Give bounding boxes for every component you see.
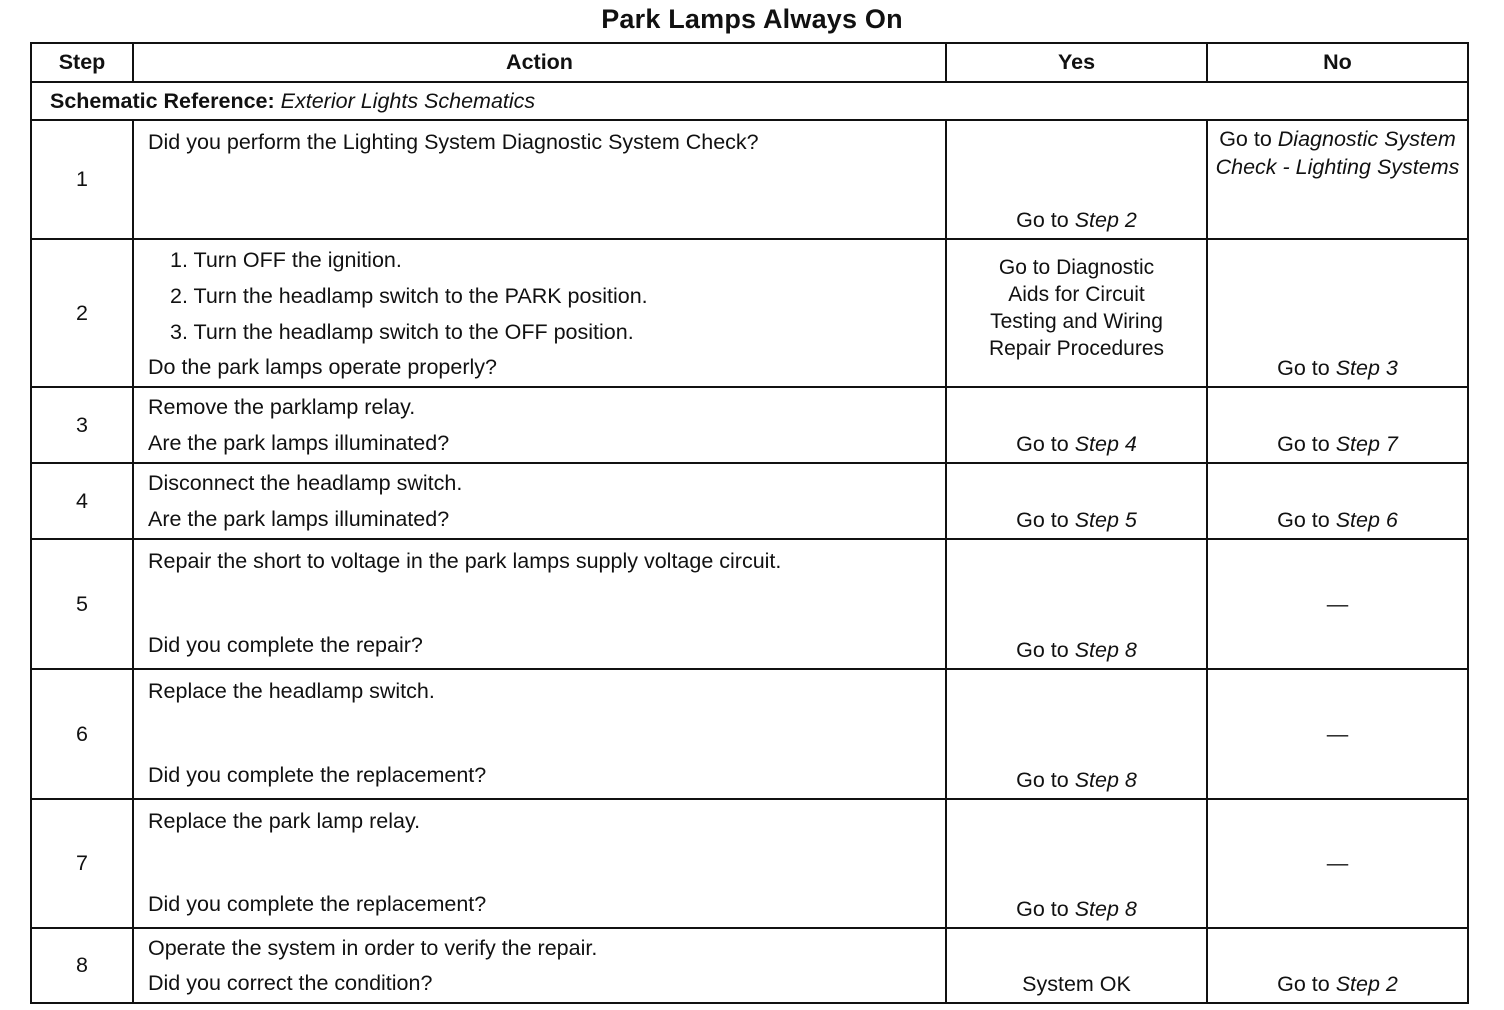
no-cell	[1207, 120, 1468, 239]
yes-cell	[946, 539, 1207, 669]
step-number: 6	[31, 669, 133, 799]
schematic-reference-label: Schematic Reference:	[50, 88, 275, 113]
action-cell	[133, 120, 946, 239]
yes-prefix: Go to	[1016, 208, 1069, 232]
header-no: No	[1207, 43, 1468, 82]
no-dash: —	[1326, 721, 1349, 746]
yes-cell	[946, 669, 1207, 799]
no-step-link[interactable]: Step 6	[1335, 508, 1398, 532]
no-cell	[1207, 387, 1468, 463]
action-text: Replace the park lamp relay.	[148, 809, 421, 833]
yes-cell	[946, 387, 1207, 463]
action-cell	[133, 539, 946, 669]
action-cell	[133, 669, 946, 799]
yes-cell	[946, 463, 1207, 539]
no-step-link[interactable]: Step 2	[1335, 972, 1398, 996]
step-number: 1	[31, 120, 133, 239]
action-text: Did you perform the Lighting System Diagnostic System Check?	[148, 130, 759, 154]
action-text: Remove the parklamp relay.	[148, 395, 416, 419]
action-substep: 1. Turn OFF the ignition.	[170, 248, 402, 272]
no-step-link[interactable]: Step 3	[1335, 356, 1398, 380]
schematic-reference-link[interactable]: Exterior Lights Schematics	[280, 88, 536, 113]
step-number: 3	[31, 387, 133, 463]
no-dash: —	[1326, 591, 1349, 616]
action-cell	[133, 239, 946, 387]
table-row	[31, 799, 1468, 928]
yes-step-link[interactable]: Step 2	[1074, 208, 1137, 232]
action-question: Did you correct the condition?	[148, 971, 433, 995]
schematic-reference-row	[31, 82, 1468, 120]
no-prefix: Go to	[1277, 508, 1330, 532]
no-dash: —	[1326, 851, 1349, 875]
action-text: Operate the system in order to verify the repair.	[148, 936, 598, 960]
action-question: Do the park lamps operate properly?	[148, 355, 497, 379]
action-question: Are the park lamps illuminated?	[148, 431, 450, 455]
header-row	[31, 43, 1468, 82]
action-question: Did you complete the replacement?	[148, 892, 487, 916]
action-text: Repair the short to voltage in the park lamps supply voltage circuit.	[148, 549, 782, 573]
no-prefix: Go to	[1277, 356, 1330, 380]
yes-step-link[interactable]: Step 8	[1074, 638, 1137, 662]
table-row	[31, 463, 1468, 539]
no-cell	[1207, 928, 1468, 1003]
yes-cell	[946, 120, 1207, 239]
table-row	[31, 928, 1468, 1003]
table-row	[31, 387, 1468, 463]
no-cell	[1207, 539, 1468, 669]
header-action: Action	[133, 43, 946, 82]
table-row	[31, 539, 1468, 669]
action-question: Did you complete the repair?	[148, 633, 423, 657]
table-row	[31, 669, 1468, 799]
step-number: 5	[31, 539, 133, 669]
action-cell	[133, 463, 946, 539]
yes-prefix: Go to	[1016, 897, 1069, 921]
step-number: 7	[31, 799, 133, 928]
action-question: Did you complete the replacement?	[148, 763, 487, 787]
action-substep: 3. Turn the headlamp switch to the OFF position.	[170, 320, 634, 344]
action-cell	[133, 928, 946, 1003]
no-step-link[interactable]: Diagnostic System Check - Lighting Systems	[1215, 127, 1460, 179]
no-prefix: Go to	[1277, 432, 1330, 456]
yes-prefix: Go to	[1016, 638, 1069, 662]
table-row	[31, 120, 1468, 239]
no-cell	[1207, 239, 1468, 387]
header-step: Step	[31, 43, 133, 82]
no-cell	[1207, 799, 1468, 928]
no-cell	[1207, 669, 1468, 799]
yes-prefix: Go to	[1016, 768, 1069, 792]
yes-prefix: Go to	[1016, 508, 1069, 532]
yes-cell	[946, 239, 1207, 387]
no-cell	[1207, 463, 1468, 539]
header-yes: Yes	[946, 43, 1207, 82]
action-substep: 2. Turn the headlamp switch to the PARK position.	[170, 284, 648, 308]
step-number: 4	[31, 463, 133, 539]
action-text: Disconnect the headlamp switch.	[148, 471, 463, 495]
schematic-reference	[31, 82, 1468, 120]
yes-text: System OK	[1022, 972, 1131, 996]
step-number: 8	[31, 928, 133, 1003]
action-question: Are the park lamps illuminated?	[148, 507, 450, 531]
diagnostic-table	[30, 42, 1469, 1004]
yes-text[interactable]: Go to Diagnostic Aids for Circuit Testing and Wiring Repair Procedures	[988, 256, 1165, 360]
action-text: Replace the headlamp switch.	[148, 679, 435, 703]
page-title: Park Lamps Always On	[601, 4, 903, 34]
action-cell	[133, 799, 946, 928]
yes-step-link[interactable]: Step 5	[1074, 508, 1137, 532]
yes-prefix: Go to	[1016, 432, 1069, 456]
yes-step-link[interactable]: Step 8	[1074, 897, 1137, 921]
step-number: 2	[31, 239, 133, 387]
no-step-link[interactable]: Step 7	[1335, 432, 1398, 456]
no-prefix: Go to	[1219, 127, 1272, 151]
yes-cell	[946, 928, 1207, 1003]
action-cell	[133, 387, 946, 463]
yes-step-link[interactable]: Step 8	[1074, 768, 1137, 792]
no-prefix: Go to	[1277, 972, 1330, 996]
yes-step-link[interactable]: Step 4	[1074, 432, 1137, 456]
table-row	[31, 239, 1468, 387]
yes-cell	[946, 799, 1207, 928]
